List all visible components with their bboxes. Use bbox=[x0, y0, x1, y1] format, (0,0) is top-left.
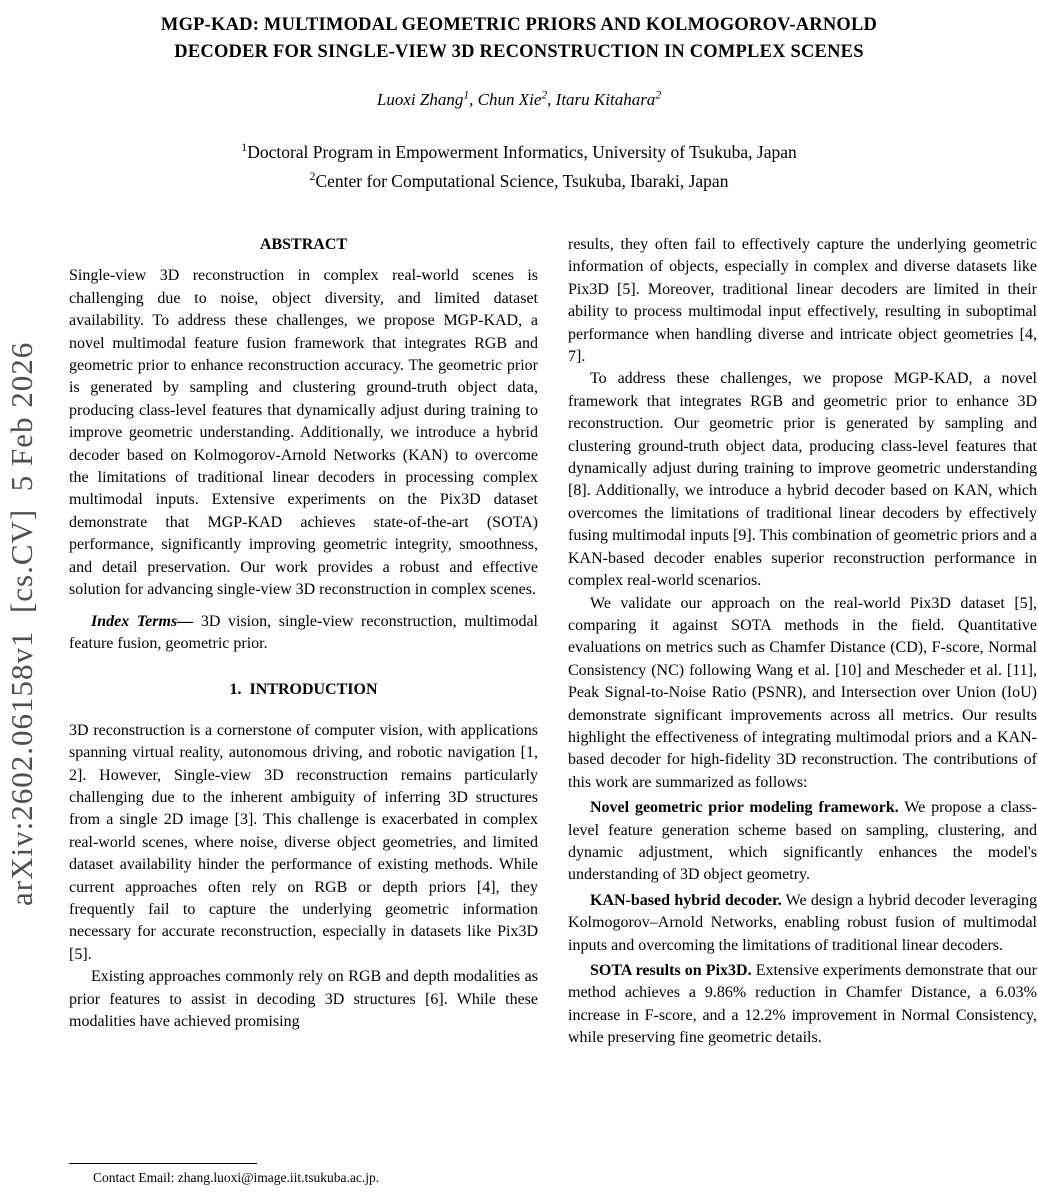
index-terms-text: 3D vision, single-view reconstruction, multimodal feature fusion, geometric prior. bbox=[69, 612, 538, 652]
footnote-contact-email: Contact Email: zhang.luoxi@image.iit.tsukuba.ac.jp. bbox=[93, 1170, 380, 1185]
author-2: , Chun Xie bbox=[469, 90, 542, 109]
contribution-sota-results-text: Extensive experiments demonstrate that our method achieves a 9.86% reduction in Chamfer Distance, a 6.03% increase in F-score, and a 12.2% improvement in Normal Consistency, while preserving fine geometric details. bbox=[568, 962, 1037, 1047]
contribution-sota-results-lead: SOTA results on Pix3D. bbox=[590, 962, 752, 979]
paper-title-line-2: DECODER FOR SINGLE-VIEW 3D RECONSTRUCTION IN COMPLEX SCENES bbox=[174, 42, 864, 62]
abstract-heading: ABSTRACT bbox=[259, 236, 348, 253]
affiliation-1 bbox=[0, 138, 1038, 167]
affiliation-1-mark: 1 bbox=[241, 140, 248, 155]
left-column bbox=[69, 234, 538, 1033]
arxiv-watermark: arXiv:2602.06158v1 [cs.CV] 5 Feb 2026 bbox=[4, 341, 39, 906]
affiliations bbox=[0, 138, 1038, 196]
section-1-heading: 1. INTRODUCTION bbox=[229, 681, 378, 699]
paper-header bbox=[0, 12, 1038, 196]
author-3-affiliation-mark: 2 bbox=[655, 88, 662, 102]
author-2-affiliation-mark: 2 bbox=[541, 88, 548, 102]
paper-title bbox=[0, 12, 1038, 66]
contribution-kan-decoder-lead: KAN-based hybrid decoder. bbox=[590, 891, 782, 909]
index-terms bbox=[69, 611, 538, 656]
affiliation-1-text: Doctoral Program in Empowerment Informatics, University of Tsukuba, Japan bbox=[247, 142, 797, 162]
right-paragraph-3: We validate our approach on the real-world Pix3D dataset [5], comparing it against SOTA methods in the field. Quantitative evaluations on metrics such as Chamfer Distance (CD), F-score, Normal Consistency (NC) following Wang et al. [10] and Mescheder et al. [11], Peak Signal-to-Noise Ratio (PSNR), and Intersection over Union (IoU) demonstrate significant improvements across all metrics. Our results highlight the effectiveness of integrating multimodal priors and a KAN-based decoder for high-fidelity 3D reconstruction. The contributions of this work are summarized as follows: bbox=[568, 594, 1037, 791]
right-paragraph-2: To address these challenges, we propose MGP-KAD, a novel framework that integrates RGB and geometric prior to enhance 3D reconstruction. Our geometric prior is generated by sampling and clustering ground-truth object data, producing class-level features that dynamically adjust during training to improve geometric understanding [8]. Additionally, we introduce a hybrid decoder based on KAN, which overcomes the limitations of traditional linear decoders by effectively fusing multimodal inputs [9]. This combination of geometric priors and a KAN-based decoder enables superior reconstruction performance in complex real-world scenarios. bbox=[568, 370, 1037, 590]
intro-paragraph-2: Existing approaches commonly rely on RGB and depth modalities as prior features to assist in decoding 3D structures [6]. While these modalities have achieved promising bbox=[69, 968, 538, 1030]
author-1: Luoxi Zhang bbox=[376, 90, 464, 109]
right-column bbox=[568, 234, 1037, 1050]
intro-paragraph-1: 3D reconstruction is a cornerstone of computer vision, with applications spanning virtual reality, autonomous driving, and robotic navigation [1, 2]. However, Single-view 3D reconstruction remains particularly challenging due to the inherent ambiguity of inferring 3D structures from a single 2D image [3]. This challenge is exacerbated in complex real-world scenes, where noise, diverse object geometries, and limited dataset availability hinder the performance of existing methods. While current approaches often rely on RGB or depth priors [4], they frequently fail to capture the underlying geometric information necessary for accurate reconstruction, especially in datasets like Pix3D [5]. bbox=[69, 721, 538, 963]
contribution-geometric-prior-lead: Novel geometric prior modeling framework. bbox=[590, 799, 899, 817]
author-1-affiliation-mark: 1 bbox=[463, 88, 470, 102]
right-paragraph-1: results, they often fail to effectively capture the underlying geometric information of objects, especially in complex and diverse datasets like Pix3D [5]. Moreover, traditional linear decoders are limited in their ability to process multimodal input effectively, resulting in suboptimal performance when handling diverse and intricate object geometries [4, 7]. bbox=[568, 236, 1037, 366]
author-line bbox=[0, 90, 1038, 110]
affiliation-2-text: Center for Computational Science, Tsukuba, Ibaraki, Japan bbox=[315, 171, 729, 191]
author-3: , Itaru Kitahara bbox=[547, 90, 656, 109]
paper-title-line-1: MGP-KAD: MULTIMODAL GEOMETRIC PRIORS AND KOLMOGOROV-ARNOLD bbox=[160, 15, 878, 35]
affiliation-2-mark: 2 bbox=[309, 169, 316, 184]
contribution-sota-results bbox=[568, 960, 1037, 1050]
contribution-geometric-prior bbox=[568, 797, 1037, 887]
abstract-text: Single-view 3D reconstruction in complex real-world scenes is challenging due to noise, object diversity, and limited dataset availability. To address these challenges, we propose MGP-KAD, a novel multimodal feature fusion framework that integrates RGB and geometric prior to enhance reconstruction accuracy. The geometric prior is generated by sampling and clustering ground-truth object data, producing class-level features that dynamically adjust during training to improve geometric understanding. Additionally, we introduce a hybrid decoder based on Kolmogorov-Arnold Networks (KAN) to overcome the limitations of traditional linear decoders in processing complex multimodal inputs. Extensive experiments on the Pix3D dataset demonstrate that MGP-KAD achieves state-of-the-art (SOTA) performance, significantly improving geometric integrity, smoothness, and detail preservation. Our work provides a robust and effective solution for advancing single-view 3D reconstruction in complex scenes. bbox=[69, 267, 538, 599]
affiliation-2 bbox=[0, 167, 1038, 196]
footnote-rule bbox=[69, 1163, 257, 1164]
contribution-geometric-prior-text: We propose a class-level feature generation scheme based on sampling, clustering, and dynamic adjustment, which significantly enhances the model's understanding of 3D object geometry. bbox=[568, 799, 1037, 884]
footnote bbox=[69, 1163, 538, 1186]
index-terms-label: Index Terms— bbox=[91, 612, 194, 630]
contribution-kan-decoder-text: We design a hybrid decoder leveraging Kolmogorov–Arnold Networks, enabling robust fusion of multimodal inputs and overcoming the limitations of traditional linear decoders. bbox=[568, 891, 1038, 954]
contribution-kan-decoder bbox=[568, 890, 1037, 957]
